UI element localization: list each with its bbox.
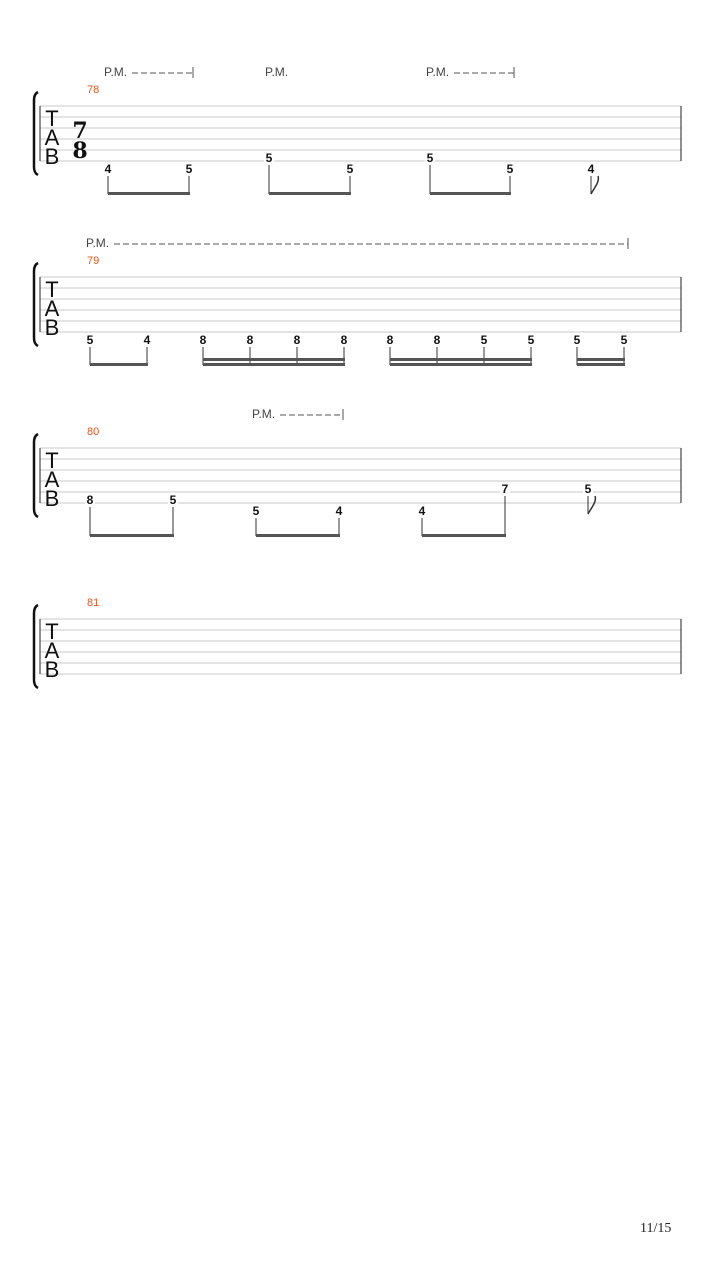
beam (390, 358, 532, 361)
tab-clef-letter: B (44, 144, 60, 169)
tab-clef-letter: T (45, 277, 59, 302)
fret-number: 4 (335, 504, 343, 518)
measure-number: 78 (87, 84, 100, 96)
fret-number: 5 (169, 493, 177, 507)
beam (203, 358, 345, 361)
fret-number: 5 (185, 162, 193, 176)
fret-number: 5 (573, 333, 581, 347)
fret-number: 4 (143, 333, 151, 347)
page-number: 11/15 (640, 1221, 672, 1236)
tab-clef-letter: A (44, 125, 60, 150)
system-bracket (34, 263, 38, 346)
tab-clef-letter: T (45, 619, 59, 644)
tab-clef-letter: A (44, 467, 60, 492)
palm-mute-label: P.M. (426, 65, 450, 79)
fret-number: 5 (506, 162, 514, 176)
fret-number: 5 (426, 151, 434, 165)
fret-number: 8 (386, 333, 394, 347)
system-bracket (34, 434, 38, 517)
palm-mute-label: P.M. (86, 236, 110, 250)
fret-number: 8 (199, 333, 207, 347)
tab-clef-letter: T (45, 448, 59, 473)
fret-number: 5 (346, 162, 354, 176)
tab-clef-letter: B (44, 486, 60, 511)
beam (430, 192, 511, 195)
beam (422, 534, 506, 537)
tab-system-80 (34, 407, 681, 537)
system-bracket (34, 92, 38, 175)
palm-mute-label: P.M. (265, 65, 289, 79)
beam (390, 363, 532, 366)
tab-system-81 (34, 597, 681, 688)
beam (90, 534, 174, 537)
fret-number: 8 (433, 333, 441, 347)
fret-number: 8 (293, 333, 301, 347)
fret-number: 7 (501, 482, 509, 496)
measure-number: 80 (87, 426, 100, 438)
beam (269, 192, 351, 195)
palm-mute-label: P.M. (252, 407, 276, 421)
beam (203, 363, 345, 366)
fret-number: 5 (480, 333, 488, 347)
palm-mute-label: P.M. (104, 65, 128, 79)
beam (577, 358, 625, 361)
beam (577, 363, 625, 366)
system-bracket (34, 605, 38, 688)
fret-number: 5 (620, 333, 628, 347)
tab-system-78 (34, 65, 681, 195)
fret-number: 5 (265, 151, 273, 165)
beam (108, 192, 190, 195)
fret-number: 5 (252, 504, 260, 518)
beam (256, 534, 340, 537)
fret-number: 4 (104, 162, 112, 176)
fret-number: 8 (86, 493, 94, 507)
note-flag (591, 176, 598, 194)
tab-clef-letter: B (44, 657, 60, 682)
tab-system-79 (34, 236, 681, 366)
fret-number: 5 (86, 333, 94, 347)
tab-clef-letter: A (44, 638, 60, 663)
fret-number: 5 (584, 482, 592, 496)
fret-number: 8 (340, 333, 348, 347)
fret-number: 4 (418, 504, 426, 518)
note-flag (588, 496, 595, 514)
measure-number: 81 (87, 597, 100, 609)
beam (90, 363, 148, 366)
measure-number: 79 (87, 255, 100, 267)
tab-clef-letter: B (44, 315, 60, 340)
tab-clef-letter: T (45, 106, 59, 131)
fret-number: 4 (587, 162, 595, 176)
fret-number: 5 (527, 333, 535, 347)
time-sig-numerator: 7 (72, 118, 88, 144)
fret-number: 8 (246, 333, 254, 347)
time-sig-denominator: 8 (72, 138, 88, 164)
tab-clef-letter: A (44, 296, 60, 321)
